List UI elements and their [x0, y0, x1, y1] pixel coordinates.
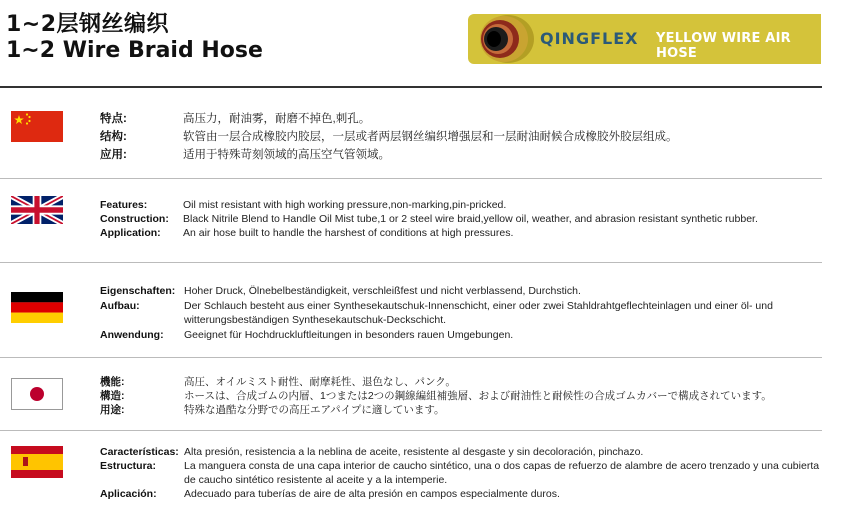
value-construction-es: La manguera consta de una capa interior de caucho sintético, una o dos capas de refuerzo de alambre de acero trenzado y una cubierta [184, 460, 820, 472]
label-application-es: Aplicación: [100, 488, 157, 500]
label-application-jp: 用途: [100, 404, 125, 416]
value-construction-jp: ホースは、合成ゴムの内層、1つまたは2つの鋼線編組補強層、および耐油性と耐候性の合成ゴムカバーで構成されています。 [184, 390, 772, 402]
germany-flag-icon [11, 292, 63, 323]
section-german [100, 285, 820, 345]
china-flag-icon [11, 111, 63, 142]
value-construction-de-line2: witterungsbeständigen Synthesekautschuk-Deckschicht. [184, 314, 447, 326]
value-application-es: Adecuado para tuberías de aire de alta presión en campos especialmente duros. [184, 488, 560, 500]
product-banner [468, 14, 821, 64]
value-features-jp: 高圧、オイルミスト耐性、耐摩耗性、退色なし、パンク。 [184, 376, 456, 388]
value-application-cn: 适用于特殊苛刻领域的高压空气管领域。 [183, 149, 390, 161]
header-rule [0, 86, 822, 88]
value-application-de: Geeignet für Hochdruckluftleitungen in besonders rauen Umgebungen. [184, 329, 514, 341]
label-features-cn: 特点: [100, 113, 127, 125]
label-construction-de: Aufbau: [100, 300, 140, 312]
japan-flag-icon [11, 378, 63, 410]
label-features-es: Características: [100, 446, 179, 458]
value-application-jp: 特殊な過酷な分野での高圧エアパイプに適しています。 [184, 404, 445, 416]
section-divider [0, 262, 822, 263]
value-features-en: Oil mist resistant with high working pressure,non-marking,pin-pricked. [183, 199, 507, 211]
section-spanish [100, 446, 820, 506]
brand-logo-text: QINGFLEX [540, 29, 639, 48]
value-construction-de: Der Schlauch besteht aus einer Synthesekautschuk-Innenschicht, einer oder zwei Stahldrahtgeflechteinlagen und einer öl- und [184, 300, 773, 312]
label-features-en: Features: [100, 199, 148, 211]
label-application-cn: 应用: [100, 149, 127, 161]
value-application-en: An air hose built to handle the harshest of conditions at high pressures. [183, 227, 514, 239]
label-application-en: Application: [100, 227, 161, 239]
label-construction-en: Construction: [100, 213, 169, 225]
value-features-de: Hoher Druck, Ölnebelbeständigkeit, verschleißfest und nicht verblassend, Durchstich. [184, 285, 581, 297]
section-divider [0, 178, 822, 179]
label-construction-jp: 構造: [100, 390, 125, 402]
value-construction-en: Black Nitrile Blend to Handle Oil Mist tube,1 or 2 steel wire braid,yellow oil, weather, and abrasion resistant synthetic rubber. [183, 213, 758, 225]
section-english [100, 199, 820, 244]
value-features-cn: 高压力，耐油雾，耐磨不掉色,刺孔。 [183, 113, 371, 125]
value-features-es: Alta presión, resistencia a la neblina de aceite, resistente al desgaste y sin decoloración, pinchazo. [184, 446, 644, 458]
section-divider [0, 430, 822, 431]
label-features-de: Eigenschaften: [100, 285, 176, 297]
section-japanese [100, 376, 820, 421]
title-english: 1~2 Wire Braid Hose [6, 38, 263, 63]
title-chinese: 1~2层钢丝编织 [6, 12, 170, 37]
uk-flag-icon [11, 196, 63, 224]
label-construction-es: Estructura: [100, 460, 157, 472]
label-construction-cn: 结构: [100, 131, 127, 143]
label-features-jp: 機能: [100, 376, 125, 388]
product-name: YELLOW WIRE AIR HOSE [656, 31, 791, 61]
spain-flag-icon [11, 446, 63, 478]
section-divider [0, 357, 822, 358]
value-construction-es-line2: de caucho sintético resistente al aceite y a la intemperie. [184, 474, 448, 486]
value-construction-cn: 软管由一层合成橡胶内胶层，一层或者两层钢丝编织增强层和一层耐油耐候合成橡胶外胶层组成。 [183, 131, 678, 143]
section-chinese [100, 111, 800, 171]
label-application-de: Anwendung: [100, 329, 164, 341]
